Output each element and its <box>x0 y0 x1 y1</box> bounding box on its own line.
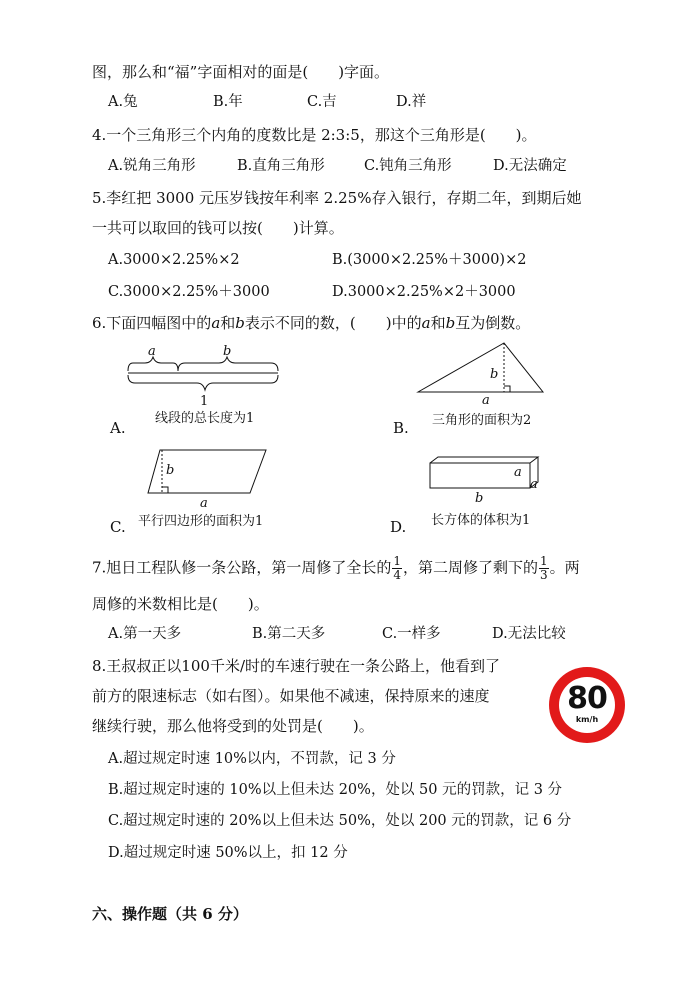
figure-c-label-b: b <box>166 463 175 478</box>
q3-option-d: D.祥 <box>396 94 427 110</box>
figure-c-label-a: a <box>200 496 208 511</box>
q3-option-b: B.年 <box>213 94 243 110</box>
q5-option-b: B.(3000×2.25%＋3000)×2 <box>332 252 527 268</box>
figure-d-label-a-side: a <box>530 477 538 492</box>
q7-option-b: B.第二天多 <box>252 626 326 642</box>
figure-c-caption: 平行四边形的面积为1 <box>138 514 264 529</box>
speed-limit-unit: km/h <box>575 715 599 724</box>
q7-fraction-1: $\frac{1}{4}$ <box>393 554 401 582</box>
q4-option-c: C.钝角三角形 <box>364 158 452 174</box>
q8-line-3: 继续行驶，那么他将受到的处罚是( )。 <box>92 717 374 735</box>
speed-limit-sign <box>549 667 625 743</box>
q7-line-2: 周修的米数相比是( )。 <box>92 595 269 613</box>
figure-d-label-b: b <box>475 491 484 506</box>
q8-option-d: D.超过规定时速 50%以上，扣 12 分 <box>108 845 348 861</box>
figure-d-caption: 长方体的体积为1 <box>431 513 531 528</box>
q7-option-d: D.无法比较 <box>492 626 566 642</box>
q7-fraction-2: $\frac{1}{3}$ <box>539 554 548 582</box>
figure-d-letter: D. <box>390 518 407 536</box>
q8-line-1: 8.王叔叔正以100千米/时的车速行驶在一条公路上，他看到了 <box>92 657 500 675</box>
figure-a-label-b: b <box>223 344 232 359</box>
q5-option-c: C.3000×2.25%＋3000 <box>108 284 270 300</box>
q4-line: 4.一个三角形三个内角的度数比是 2:3:5，那这个三角形是( )。 <box>92 126 537 144</box>
figure-b-letter: B. <box>393 419 409 437</box>
q5-line-1: 5.李红把 3000 元压岁钱按年利率 2.25%存入银行，存期二年，到期后她 <box>92 189 582 207</box>
q7-option-c: C.一样多 <box>382 626 441 642</box>
figure-b-caption: 三角形的面积为2 <box>432 413 532 428</box>
q5-option-d: D.3000×2.25%×2＋3000 <box>332 284 516 300</box>
section-6-title: 六、操作题（共 6 分） <box>92 905 248 923</box>
q3-option-a: A.兔 <box>108 94 138 110</box>
figure-a-label-1: 1 <box>200 394 209 409</box>
figure-a-label-a: a <box>148 344 156 359</box>
q4-option-a: A.锐角三角形 <box>108 158 196 174</box>
speed-limit-value: 80 <box>567 681 607 716</box>
speed-limit-sign-face <box>559 677 615 733</box>
q5-line-2: 一共可以取回的钱可以按( )计算。 <box>92 219 344 237</box>
figure-b-triangle <box>414 335 554 395</box>
q3-option-c: C.吉 <box>307 94 337 110</box>
figure-a-caption: 线段的总长度为1 <box>155 411 255 426</box>
q8-option-c: C.超过规定时速的 20%以上但未达 50%，处以 200 元的罚款，记 6 分 <box>108 813 572 829</box>
q7-line-1: 7.旭日工程队修一条公路，第一周修了全长的 $\frac{1}{4}$ ，第二周修了剩下的 $\frac{1}{3}$ 。两 <box>92 554 580 582</box>
q6-line: 6.下面四幅图中的a和b表示不同的数，( )中的a和b互为倒数。 <box>92 314 531 332</box>
figure-b-label-a: a <box>482 393 490 408</box>
figure-b-label-b: b <box>490 367 499 382</box>
q8-line-2: 前方的限速标志（如右图）。如果他不减速，保持原来的速度 <box>92 687 490 705</box>
q3-line: 图，那么和“福”字面相对的面是( )字面。 <box>92 63 390 81</box>
q8-option-a: A.超过规定时速 10%以内，不罚款，记 3 分 <box>108 751 396 767</box>
q5-option-a: A.3000×2.25%×2 <box>108 252 240 268</box>
figure-c-letter: C. <box>110 518 126 536</box>
q4-option-d: D.无法确定 <box>493 158 567 174</box>
q4-option-b: B.直角三角形 <box>237 158 325 174</box>
q7-option-a: A.第一天多 <box>108 626 182 642</box>
figure-a-letter: A. <box>110 419 126 437</box>
figure-d-label-a-front: a <box>514 465 522 480</box>
q8-option-b: B.超过规定时速的 10%以上但未达 20%，处以 50 元的罚款，记 3 分 <box>108 782 563 798</box>
